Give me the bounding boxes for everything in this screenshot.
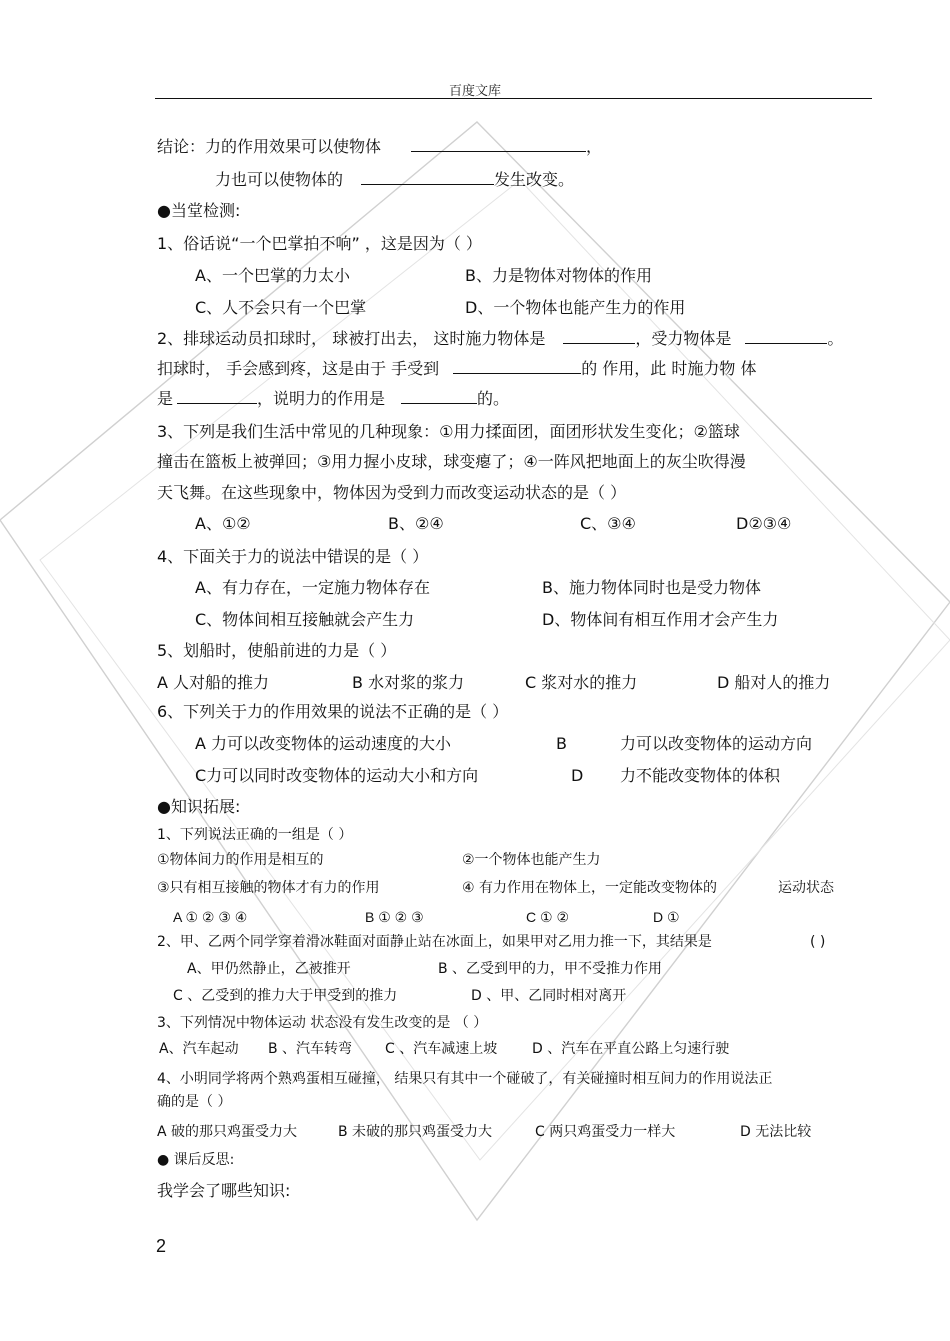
ext-q4-option-d: D 无法比较 <box>740 1124 812 1140</box>
q6-option-b-letter: B <box>556 734 567 753</box>
ext-q2-option-b: B 、乙受到甲的力，甲不受推力作用 <box>438 961 663 977</box>
q1-option-b: B、力是物体对物体的作用 <box>465 266 652 285</box>
ext-q2-option-c: C 、乙受到的推力大于甲受到的推力 <box>173 988 398 1004</box>
section-heading-test: ●当堂检测: <box>157 201 241 220</box>
q1-option-c: C、人不会只有一个巴掌 <box>195 298 367 317</box>
ext-q2-option-d: D 、甲、乙同时相对离开 <box>471 988 627 1004</box>
q6-option-d-text: 力不能改变物体的体积 <box>620 766 781 785</box>
section-heading-extension: ●知识拓展: <box>157 797 241 816</box>
ext-q1-statement-4: ④ 有力作用在物体上，一定能改变物体的 <box>462 880 717 896</box>
q3-option-c: C、③④ <box>580 514 636 533</box>
ext-q4-option-c: C 两只鸡蛋受力一样大 <box>535 1124 676 1140</box>
q1-option-d: D、一个物体也能产生力的作用 <box>465 298 686 317</box>
q6-option-c: C力可以同时改变物体的运动大小和方向 <box>195 766 479 785</box>
ext-q1-statement-4-end: 运动状态 <box>778 880 834 896</box>
q5-option-c: C 浆对水的推力 <box>525 673 638 692</box>
question-1: 1、俗话说“一个巴掌拍不响” ，这是因为（ ） <box>157 234 482 253</box>
ext-q3-option-b: B 、汽车转弯 <box>268 1041 353 1057</box>
question-3-line-1: 3、下列是我们生活中常见的几种现象：①用力揉面团，面团形状发生变化；②篮球 <box>157 422 740 441</box>
ext-q1-option-c: C ① ② <box>526 909 569 925</box>
q3-option-a: A、①② <box>195 514 251 533</box>
question-6: 6、下列关于力的作用效果的说法不正确的是（ ） <box>157 702 509 721</box>
q6-option-b-text: 力可以改变物体的运动方向 <box>620 734 813 753</box>
reflection-prompt: 我学会了哪些知识: <box>157 1181 291 1200</box>
question-4: 4、下面关于力的说法中错误的是（ ） <box>157 547 429 566</box>
ext-q1-statement-3: ③只有相互接触的物体才有力的作用 <box>157 880 380 896</box>
page-header: 百度文库 <box>448 84 501 99</box>
q6-option-a: A 力可以改变物体的运动速度的大小 <box>195 734 452 753</box>
q3-option-d: D②③④ <box>736 514 792 533</box>
ext-q3-option-d: D 、汽车在平直公路上匀速行驶 <box>532 1041 730 1057</box>
conclusion-line-2: 力也可以使物体的 发生改变。 <box>215 170 575 189</box>
ext-q1-option-a: A ① ② ③ ④ <box>173 909 248 925</box>
ext-question-1: 1、下列说法正确的一组是（ ） <box>157 827 353 843</box>
q4-option-b: B、施力物体同时也是受力物体 <box>542 578 761 597</box>
q5-option-b: B 水对浆的浆力 <box>352 673 465 692</box>
ext-question-4-line-1: 4、小明同学将两个熟鸡蛋相互碰撞， 结果只有其中一个碰破了，有关碰撞时相互间力的作用说法正 <box>157 1071 773 1087</box>
question-2-line-1: 2、排球运动员扣球时， 球被打出去， 这时施力物体是 ，受力物体是 。 <box>157 329 844 348</box>
conclusion-line-1: 结论：力的作用效果可以使物体 ， <box>157 137 603 156</box>
ext-q2-option-a: A、甲仍然静止，乙被推开 <box>187 961 351 977</box>
q6-option-d-letter: D <box>571 766 584 785</box>
q5-option-a: A 人对船的推力 <box>157 673 270 692</box>
ext-q1-statement-2: ②一个物体也能产生力 <box>462 852 601 868</box>
page-number: 2 <box>156 1236 167 1256</box>
ext-q2-answer-paren: ( ) <box>810 934 826 950</box>
ext-q4-option-b: B 未破的那只鸡蛋受力大 <box>338 1124 493 1140</box>
ext-question-4-line-2: 确的是（ ） <box>157 1094 232 1110</box>
ext-q1-option-d: D ① <box>653 909 680 925</box>
section-heading-reflection: ● 课后反思: <box>157 1152 235 1168</box>
header-rule <box>155 98 872 99</box>
question-2-line-3: 是 ，说明力的作用是 的。 <box>157 389 510 408</box>
q4-option-c: C、物体间相互接触就会产生力 <box>195 610 415 629</box>
ext-q1-statement-1: ①物体间力的作用是相互的 <box>157 852 324 868</box>
question-3-line-2: 撞击在篮板上被弹回；③用力握小皮球，球变瘪了；④一阵风把地面上的灰尘吹得漫 <box>157 452 746 471</box>
question-3-line-3: 天飞舞。在这些现象中，物体因为受到力而改变运动状态的是（ ） <box>157 483 627 502</box>
ext-q3-option-a: A、汽车起动 <box>159 1041 239 1057</box>
question-5: 5、划船时，使船前进的力是（ ） <box>157 641 397 660</box>
question-2-line-2: 扣球时， 手会感到疼，这是由于 手受到 的 作用，此 时施力物 体 <box>157 359 757 378</box>
ext-q1-option-b: B ① ② ③ <box>365 909 424 925</box>
ext-question-2: 2、甲、乙两个同学穿着滑冰鞋面对面静止站在冰面上，如果甲对乙用力推一下，其结果是 <box>157 934 712 950</box>
q1-option-a: A、一个巴掌的力太小 <box>195 266 350 285</box>
ext-q3-option-c: C 、汽车减速上坡 <box>385 1041 498 1057</box>
ext-question-3: 3、下列情况中物体运动 状态没有发生改变的是 （ ） <box>157 1015 488 1031</box>
ext-q4-option-a: A 破的那只鸡蛋受力大 <box>157 1124 298 1140</box>
q4-option-d: D、物体间有相互作用才会产生力 <box>542 610 779 629</box>
q5-option-d: D 船对人的推力 <box>717 673 831 692</box>
q4-option-a: A、有力存在，一定施力物体存在 <box>195 578 430 597</box>
q3-option-b: B、②④ <box>388 514 444 533</box>
